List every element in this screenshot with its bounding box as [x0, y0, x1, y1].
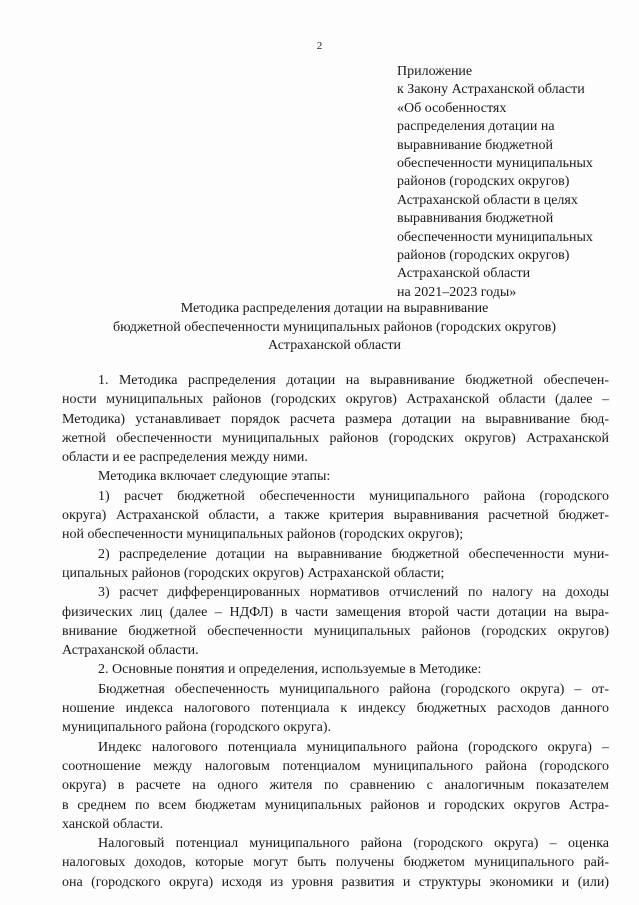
appendix-line: районов (городских округов)	[397, 174, 570, 190]
appendix-line: выравнивания бюджетной	[397, 211, 554, 227]
body-text-line: округа) Астраханской области, а также критерия выравнивания расчетной бюджет-	[62, 508, 609, 524]
appendix-line: Астраханской области в целях	[397, 192, 578, 208]
body-text-line: Индекс налогового потенциала муниципального района (городского округа) –	[98, 739, 609, 755]
title-line: Астраханской области	[267, 338, 402, 353]
body-text-line: соотношение между налоговым потенциалом муниципального района (городского	[62, 758, 609, 774]
body-text-line: ципальных районов (городских округов) Астраханской области;	[62, 565, 445, 581]
body-text-line: ношение индекса налогового потенциала к индексу бюджетных расходов данного	[62, 701, 609, 717]
document-body	[62, 371, 609, 892]
appendix-line: Приложение	[397, 64, 473, 79]
body-text-line: Бюджетная обеспеченность муниципального района (городского округа) – от-	[98, 681, 609, 697]
body-text-line: 1) расчет бюджетной обеспеченности муниципального района (городского	[98, 488, 609, 504]
body-text-line: округа) в расчете на одного жителя по сравнению с аналогичным показателем	[62, 778, 609, 794]
body-text-line: Методика включает следующие этапы:	[98, 469, 331, 485]
appendix-line: на 2021–2023 годы»	[397, 284, 517, 300]
body-text-line: муниципального района (городского округа).	[62, 720, 332, 736]
body-text-line: Налоговый потенциал муниципального района (городского округа) – оценка	[98, 836, 609, 852]
body-text-line: в среднем по всем бюджетам муниципальных районов и городских округов Астра-	[62, 797, 609, 813]
appendix-line: Астраханской области	[397, 266, 531, 282]
appendix-header	[397, 63, 629, 302]
appendix-line: «Об особенностях	[397, 100, 507, 116]
body-text-line: 2) распределение дотации на выравнивание бюджетной обеспеченности муни-	[98, 546, 609, 562]
page-number: 2	[316, 40, 323, 52]
body-text-line: 3) расчет дифференцированных нормативов отчислений по налогу на доходы	[98, 585, 609, 601]
body-text-line: налоговых доходов, которые могут быть получены бюджетом муниципального рай-	[62, 855, 609, 871]
document-title	[60, 300, 609, 356]
body-text-line: физических лиц (далее – НДФЛ) в части замещения второй части дотации на выра-	[62, 604, 609, 620]
body-text-line: ности муниципальных районов (городских округов) Астраханской области (далее –	[62, 392, 609, 408]
title-line: бюджетной обеспеченности муниципальных районов (городских округов)	[112, 319, 557, 335]
body-text-line: внивание бюджетной обеспеченности муниципальных районов (городских округов)	[62, 623, 609, 639]
body-text-line: ханской области.	[62, 816, 164, 832]
appendix-line: распределения дотации на	[397, 119, 555, 135]
title-line: Методика распределения дотации на выравнивание	[180, 301, 489, 316]
appendix-line: выравнивание бюджетной	[397, 137, 553, 153]
appendix-line: обеспеченности муниципальных	[397, 229, 593, 245]
body-text-line: 1. Методика распределения дотации на выравнивание бюджетной обеспечен-	[98, 373, 609, 388]
body-text-line: жетной обеспеченности муниципальных районов (городских округов) Астраханской	[62, 430, 609, 446]
appendix-line: районов (городских округов)	[397, 248, 570, 264]
body-text-line: Методика) устанавливает порядок расчета размера дотации на выравнивание бюд-	[62, 411, 609, 427]
appendix-line: к Закону Астраханской области	[397, 82, 585, 98]
body-text-line: она (городского округа) исходя из уровня развития и структуры экономики и (или)	[62, 874, 609, 890]
body-text-line: ной обеспеченности муниципальных районов (городских округов);	[62, 527, 464, 543]
appendix-line: обеспеченности муниципальных	[397, 156, 593, 172]
body-text-line: области и ее распределения между ними.	[62, 450, 308, 466]
body-text-line: Астраханской области.	[62, 643, 199, 659]
body-text-line: 2. Основные понятия и определения, используемые в Методике:	[98, 662, 482, 678]
